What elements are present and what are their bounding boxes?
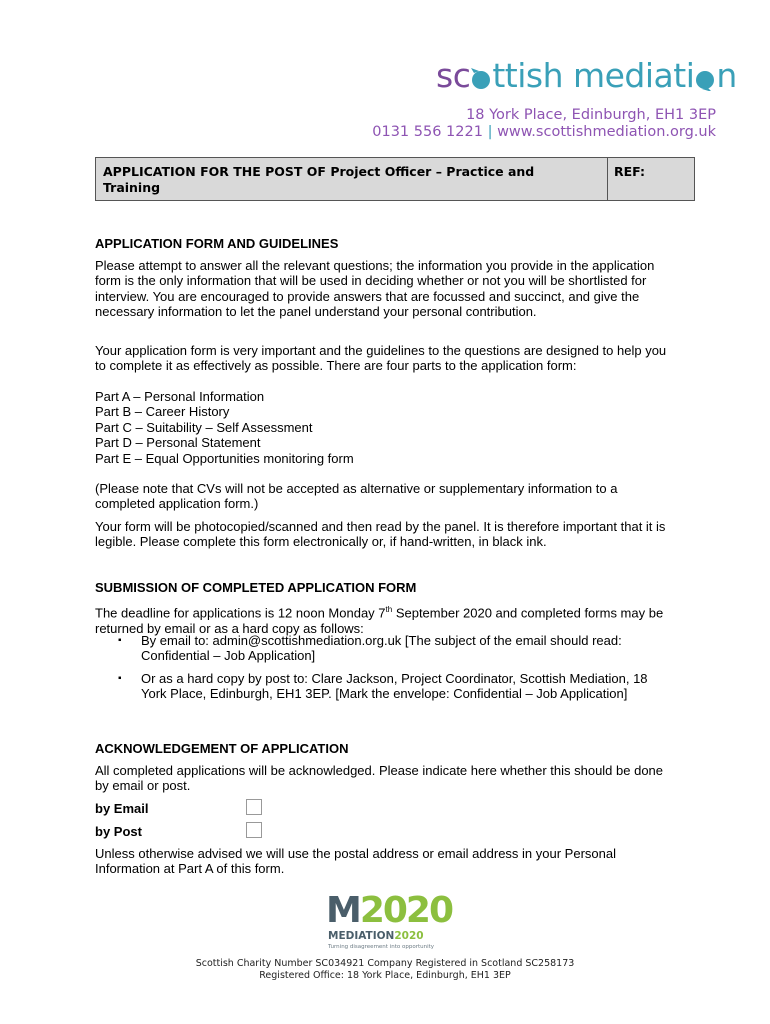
scottish-mediation-logo (436, 56, 746, 96)
contact-line (372, 124, 716, 140)
ref-label: REF: (614, 164, 646, 179)
bullet-icon: ▪ (118, 635, 122, 646)
deadline-paragraph (95, 602, 680, 636)
m2020-big-text (326, 892, 452, 930)
post-title: APPLICATION FOR THE POST OF Project Officer – Practice and Training (103, 164, 535, 195)
m2020-wordmark (328, 930, 424, 942)
email-submission-text: By email to: admin@scottishmediation.org.uk [The subject of the email should read: Confidential – Job Application] (141, 633, 622, 664)
logo-wordmark: sc ttish mediati n (436, 56, 737, 95)
m2020-tagline: Turning disagreement into opportunity (328, 944, 435, 950)
legibility-paragraph: Your form will be photocopied/scanned and then read by the panel. It is therefore important that it is legible. Please complete this form electronically or, if hand-written, in black ink. (95, 519, 666, 550)
address-line: 18 York Place, Edinburgh, EH1 3EP (466, 107, 716, 123)
guidelines-paragraph-2: Your application form is very important and the guidelines to the questions are designed to help you to complete it as effectively as possible. There are four parts to the application form: (95, 343, 667, 374)
acknowledgement-paragraph: All completed applications will be acknowledged. Please indicate here whether this should be done by email or post. (95, 763, 664, 794)
post-submission-text: Or as a hard copy by post to: Clare Jackson, Project Coordinator, Scottish Mediation, 18 York Place, Edinburgh, EH1 3EP. [Mark the envelope: Confidential – Job Application] (141, 671, 648, 702)
submission-heading: SUBMISSION OF COMPLETED APPLICATION FORM (95, 580, 417, 595)
deadline-text: The deadline for applications is 12 noon Monday 7 (95, 605, 386, 621)
bullet-icon: ▪ (118, 673, 122, 684)
contact-separator: | (487, 124, 493, 140)
deadline-superscript: th (385, 605, 393, 614)
m2020-word: MEDIATION (328, 930, 395, 942)
cv-note: (Please note that CVs will not be accepted as alternative or supplementary information to a completed application form.) (95, 481, 618, 512)
website-link[interactable]: www.scottishmediation.org.uk (497, 124, 716, 140)
mediation-2020-logo (326, 890, 453, 952)
by-email-checkbox[interactable] (246, 799, 262, 815)
by-post-checkbox[interactable] (246, 822, 262, 838)
list-item: Part D – Personal Statement (95, 435, 261, 451)
closing-paragraph: Unless otherwise advised we will use the postal address or email address in your Personal Information at Part A of this form. (95, 846, 616, 877)
list-item: Part A – Personal Information (95, 389, 265, 404)
footer-charity-line: Scottish Charity Number SC034921 Company Registered in Scotland SC258173 (195, 958, 575, 969)
guidelines-heading: APPLICATION FORM AND GUIDELINES (95, 236, 339, 251)
list-item: Part B – Career History (95, 404, 230, 420)
post-title-box (95, 157, 695, 201)
m2020-word-year: 2020 (394, 930, 424, 942)
speech-bubble-o-icon-2 (694, 67, 716, 91)
m2020-big-year: 2020 (359, 890, 453, 931)
phone-number: 0131 556 1221 (372, 124, 483, 140)
acknowledgement-heading: ACKNOWLEDGEMENT OF APPLICATION (95, 741, 349, 756)
by-post-label: by Post (95, 824, 142, 839)
guidelines-paragraph-1: Please attempt to answer all the relevant questions; the information you provide in the application form is the only information that will be used in deciding whether or not you will be shortlisted for interview. You are encouraged to provide answers that are focussed and succinct, and give the necessary information to let the panel understand your personal contribution. (95, 258, 655, 320)
speech-bubble-o-icon (470, 67, 492, 91)
footer-office-line: Registered Office: 18 York Place, Edinburgh, EH1 3EP (259, 970, 511, 981)
post-box-divider (607, 158, 608, 200)
by-email-label: by Email (95, 801, 149, 816)
m2020-big-m: M (326, 890, 360, 931)
list-item: Part C – Suitability – Self Assessment (95, 419, 313, 435)
list-item: Part E – Equal Opportunities monitoring form (95, 450, 354, 466)
deadline-text-2: September 2020 and completed forms may be returned by email or as a hard copy as follows: (95, 605, 664, 636)
parts-list (95, 389, 680, 466)
